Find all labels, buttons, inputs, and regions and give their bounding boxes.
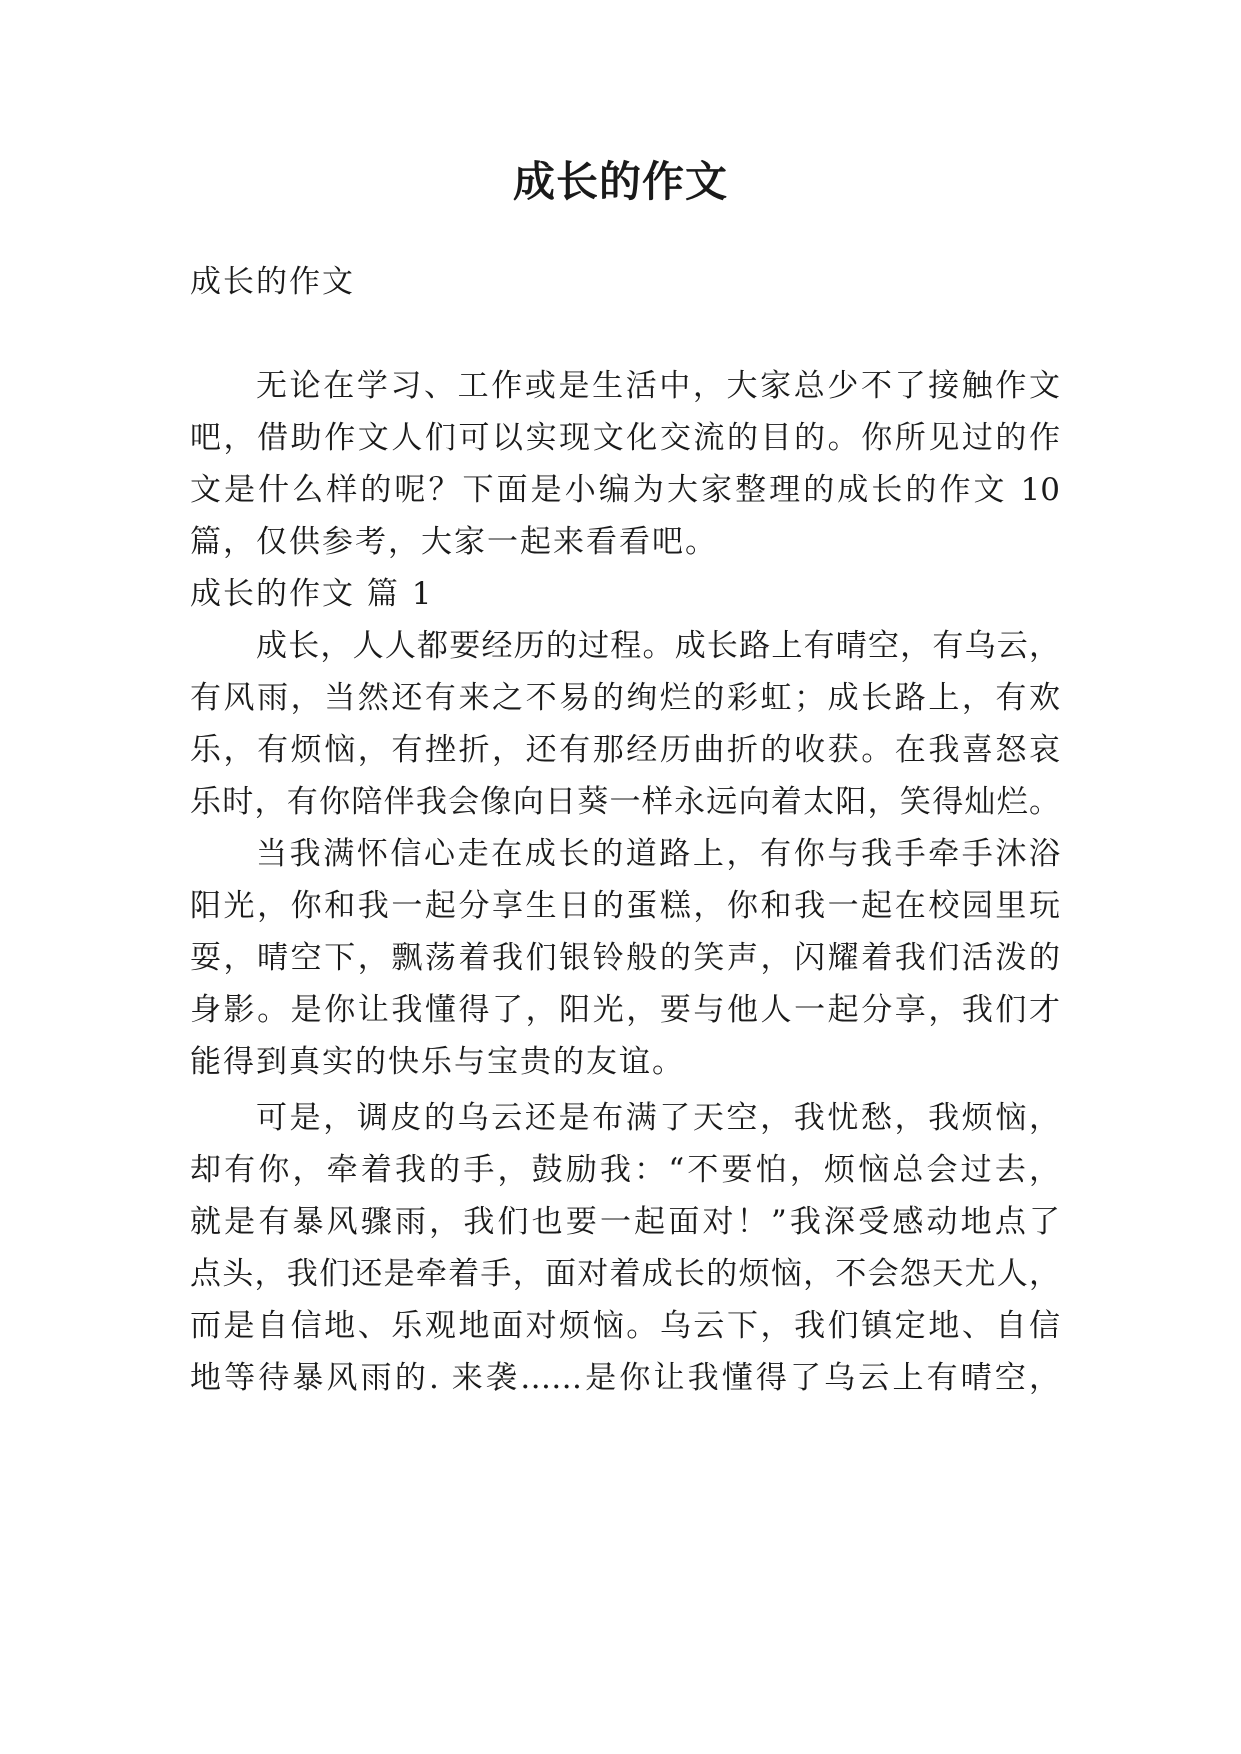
paragraph-2-line-3: 耍，晴空下，飘荡着我们银铃般的笑声，闪耀着我们活泼的 bbox=[190, 940, 1060, 976]
paragraph-3-line-2: 却有你，牵着我的手，鼓励我：“不要怕，烦恼总会过去， bbox=[190, 1152, 1060, 1188]
intro-line-1: 无论在学习、工作或是生活中，大家总少不了接触作文 bbox=[256, 368, 1060, 404]
paragraph-1-line-2: 有风雨，当然还有来之不易的绚烂的彩虹；成长路上，有欢 bbox=[190, 680, 1060, 716]
paragraph-3-line-1: 可是，调皮的乌云还是布满了天空，我忧愁，我烦恼， bbox=[256, 1100, 1060, 1136]
paragraph-3-line-4: 点头，我们还是牵着手，面对着成长的烦恼，不会怨天尤人， bbox=[190, 1256, 1060, 1292]
paragraph-2-line-1: 当我满怀信心走在成长的道路上，有你与我手牵手沐浴 bbox=[256, 836, 1060, 872]
paragraph-1-line-1: 成长，人人都要经历的过程。成长路上有晴空，有乌云， bbox=[256, 628, 1060, 664]
paragraph-3-line-5: 而是自信地、乐观地面对烦恼。乌云下，我们镇定地、自信 bbox=[190, 1308, 1060, 1344]
paragraph-2-line-5: 能得到真实的快乐与宝贵的友谊。 bbox=[190, 1044, 685, 1080]
document-subtitle: 成长的作文 bbox=[190, 264, 355, 300]
intro-line-4: 篇，仅供参考，大家一起来看看吧。 bbox=[190, 524, 718, 560]
intro-line-2: 吧，借助作文人们可以实现文化交流的目的。你所见过的作 bbox=[190, 420, 1060, 456]
paragraph-3-line-3: 就是有暴风骤雨，我们也要一起面对！”我深受感动地点了 bbox=[190, 1204, 1060, 1240]
paragraph-3-line-6: 地等待暴风雨的. 来袭……是你让我懂得了乌云上有晴空， bbox=[190, 1360, 1060, 1396]
paragraph-2-line-4: 身影。是你让我懂得了，阳光，要与他人一起分享，我们才 bbox=[190, 992, 1060, 1028]
paragraph-1-line-4: 乐时，有你陪伴我会像向日葵一样永远向着太阳，笑得灿烂。 bbox=[190, 784, 1060, 820]
paragraph-2-line-2: 阳光，你和我一起分享生日的蛋糕，你和我一起在校园里玩 bbox=[190, 888, 1060, 924]
paragraph-1-line-3: 乐，有烦恼，有挫折，还有那经历曲折的收获。在我喜怒哀 bbox=[190, 732, 1060, 768]
intro-line-3: 文是什么样的呢？下面是小编为大家整理的成长的作文 10 bbox=[190, 472, 1060, 508]
section-heading: 成长的作文 篇 1 bbox=[190, 576, 434, 612]
document-title: 成长的作文 bbox=[512, 157, 728, 206]
